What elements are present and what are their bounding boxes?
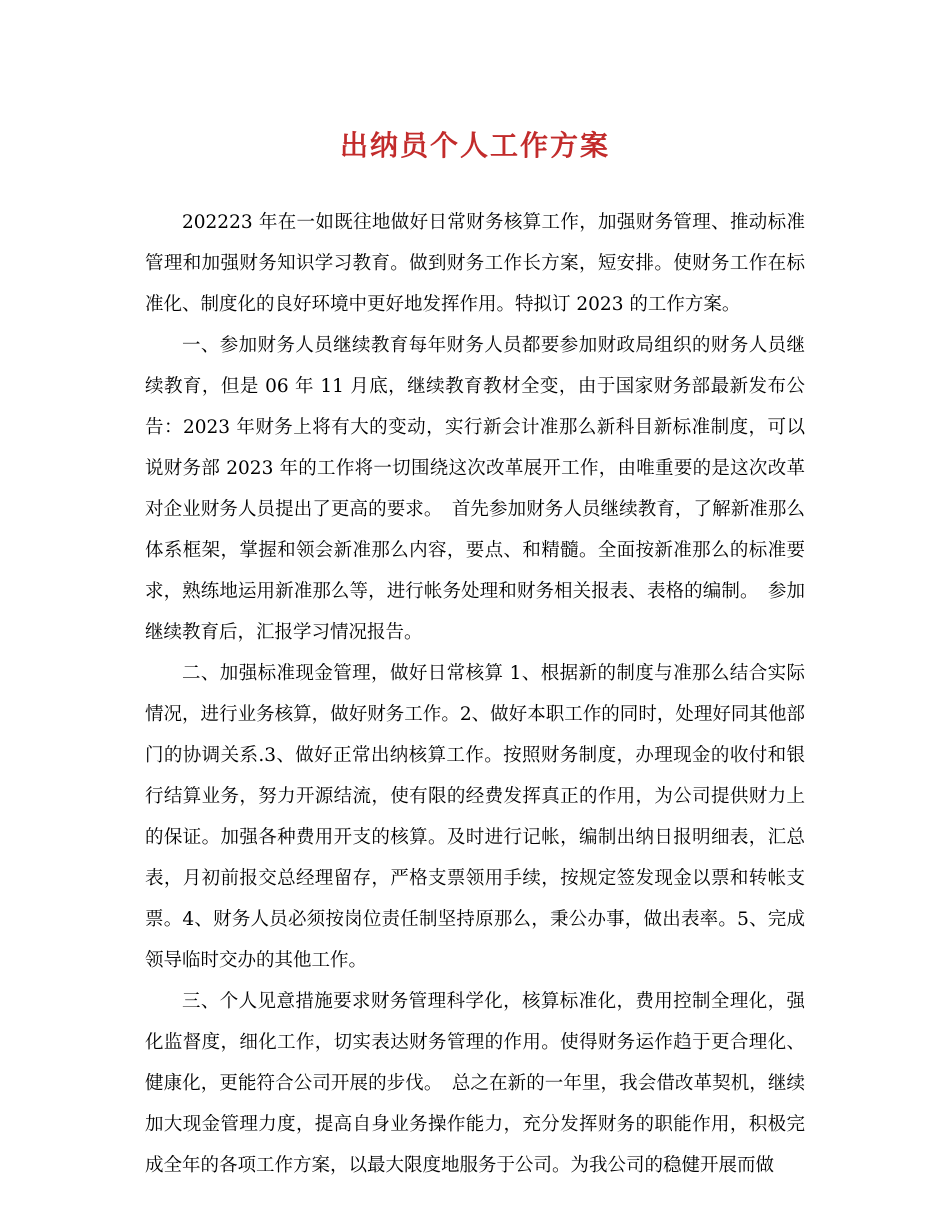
paragraph-intro: 202223 年在一如既往地做好日常财务核算工作，加强财务管理、推动标准管理和加强财务知识学习教育。做到财务工作长方案，短安排。使财务工作在标准化、制度化的良好环境中更好地发挥作用。特拟订 2023 的工作方案。 (145, 212, 805, 316)
document-title: 出纳员个人工作方案 (339, 129, 610, 162)
paragraph-section-2: 二、加强标准现金管理，做好日常核算 1、根据新的制度与准那么结合实际情况，进行业务核算，做好财务工作。2、做好本职工作的同时，处理好同其他部门的协调关系.3、做好正常出纳核算工作。按照财务制度，办理现金的收付和银行结算业务，努力开源结流，使有限的经费发挥真正的作用，为公司提供财力上的保证。加强各种费用开支的核算。及时进行记帐，编制出纳日报明细表，汇总表，月初前报交总经理留存，严格支票领用手续，按规定签发现金以票和转帐支票。4、财务人员必须按岗位责任制坚持原那么，秉公办事，做出表率。5、完成领导临时交办的其他工作。 (145, 663, 805, 972)
document-body (145, 202, 805, 1186)
paragraph-section-1: 一、参加财务人员继续教育每年财务人员都要参加财政局组织的财务人员继续教育，但是 06 年 11 月底，继续教育教材全变，由于国家财务部最新发布公告：2023 年财务上将有大的变动，实行新会计准那么新科目新标准制度，可以说财务部 2023 年的工作将一切围绕这次改革展开工作，由唯重要的是这次改革对企业财务人员提出了更高的要求。 首先参加财务人员继续教育，了解新准那么体系框架，掌握和领会新准那么内容，要点、和精髓。全面按新准那么的标准要求，熟练地运用新准那么等，进行帐务处理和财务相关报表、表格的编制。 参加继续教育后，汇报学习情况报告。 (145, 335, 805, 644)
paragraph-section-3: 三、个人见意措施要求财务管理科学化，核算标准化，费用控制全理化，强化监督度，细化工作，切实表达财务管理的作用。使得财务运作趋于更合理化、健康化，更能符合公司开展的步伐。 总之在新的一年里，我会借改革契机，继续加大现金管理力度，提高自身业务操作能力，充分发挥财务的职能作用，积极完成全年的各项工作方案，以最大限度地服务于公司。为我公司的稳健开展而做 (145, 991, 805, 1177)
